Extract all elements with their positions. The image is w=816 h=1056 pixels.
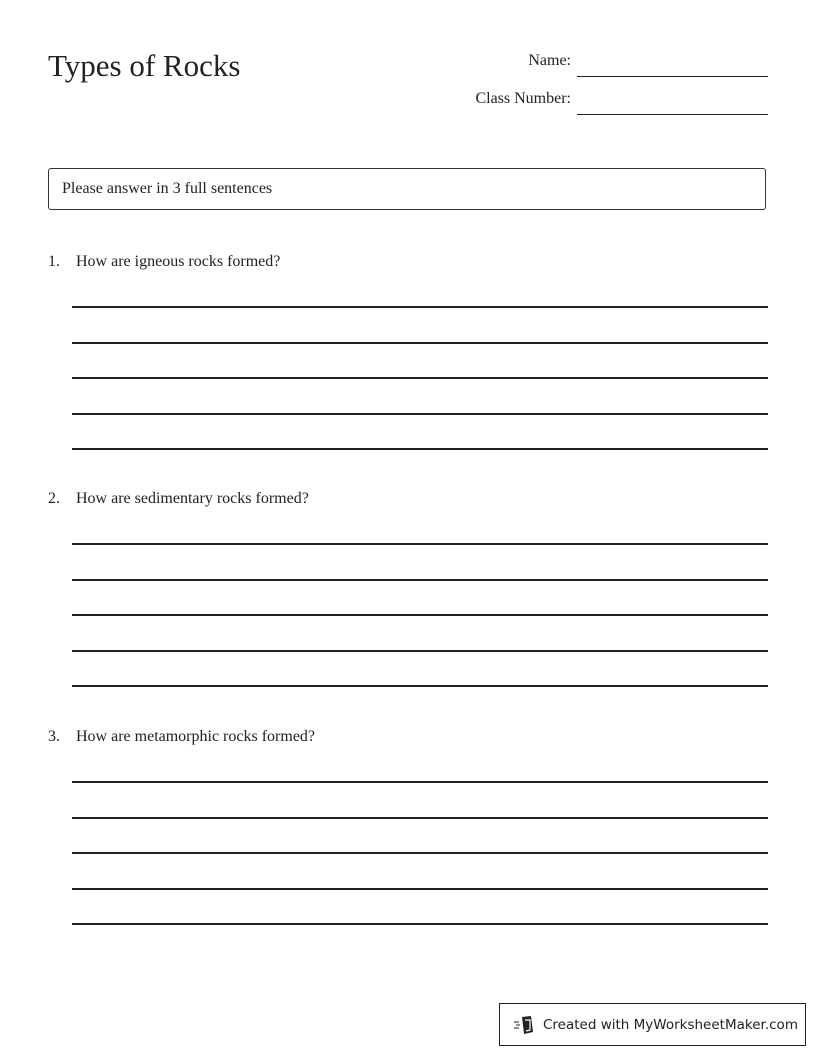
answer-line[interactable] xyxy=(72,413,768,415)
question-number: 2. xyxy=(48,490,60,507)
answer-line[interactable] xyxy=(72,852,768,854)
footer-badge[interactable] xyxy=(499,1003,806,1046)
answer-line[interactable] xyxy=(72,650,768,652)
instructions-box: Please answer in 3 full sentences xyxy=(48,168,766,210)
question-3 xyxy=(48,728,315,746)
worksheet-title: Types of Rocks xyxy=(48,48,241,83)
worksheet-logo-icon xyxy=(513,1014,535,1036)
question-text: How are metamorphic rocks formed? xyxy=(76,728,316,745)
question-1 xyxy=(48,253,280,271)
answer-line[interactable] xyxy=(72,888,768,890)
footer-text: Created with MyWorksheetMaker.com xyxy=(543,1016,798,1033)
answer-line[interactable] xyxy=(72,817,768,819)
answer-line[interactable] xyxy=(72,685,768,687)
answer-line[interactable] xyxy=(72,543,768,545)
answer-line[interactable] xyxy=(72,614,768,616)
class-number-field[interactable] xyxy=(577,114,768,115)
answer-line[interactable] xyxy=(72,923,768,925)
question-text: How are igneous rocks formed? xyxy=(76,253,281,270)
class-number-label: Class Number: xyxy=(475,90,571,107)
answer-line[interactable] xyxy=(72,448,768,450)
question-2 xyxy=(48,490,309,508)
answer-line[interactable] xyxy=(72,781,768,783)
question-text: How are sedimentary rocks formed? xyxy=(76,490,309,507)
answer-line[interactable] xyxy=(72,342,768,344)
name-field[interactable] xyxy=(577,76,768,77)
question-number: 1. xyxy=(48,253,60,270)
answer-line[interactable] xyxy=(72,306,768,308)
name-label: Name: xyxy=(528,52,571,69)
question-number: 3. xyxy=(48,728,60,745)
answer-line[interactable] xyxy=(72,579,768,581)
answer-line[interactable] xyxy=(72,377,768,379)
